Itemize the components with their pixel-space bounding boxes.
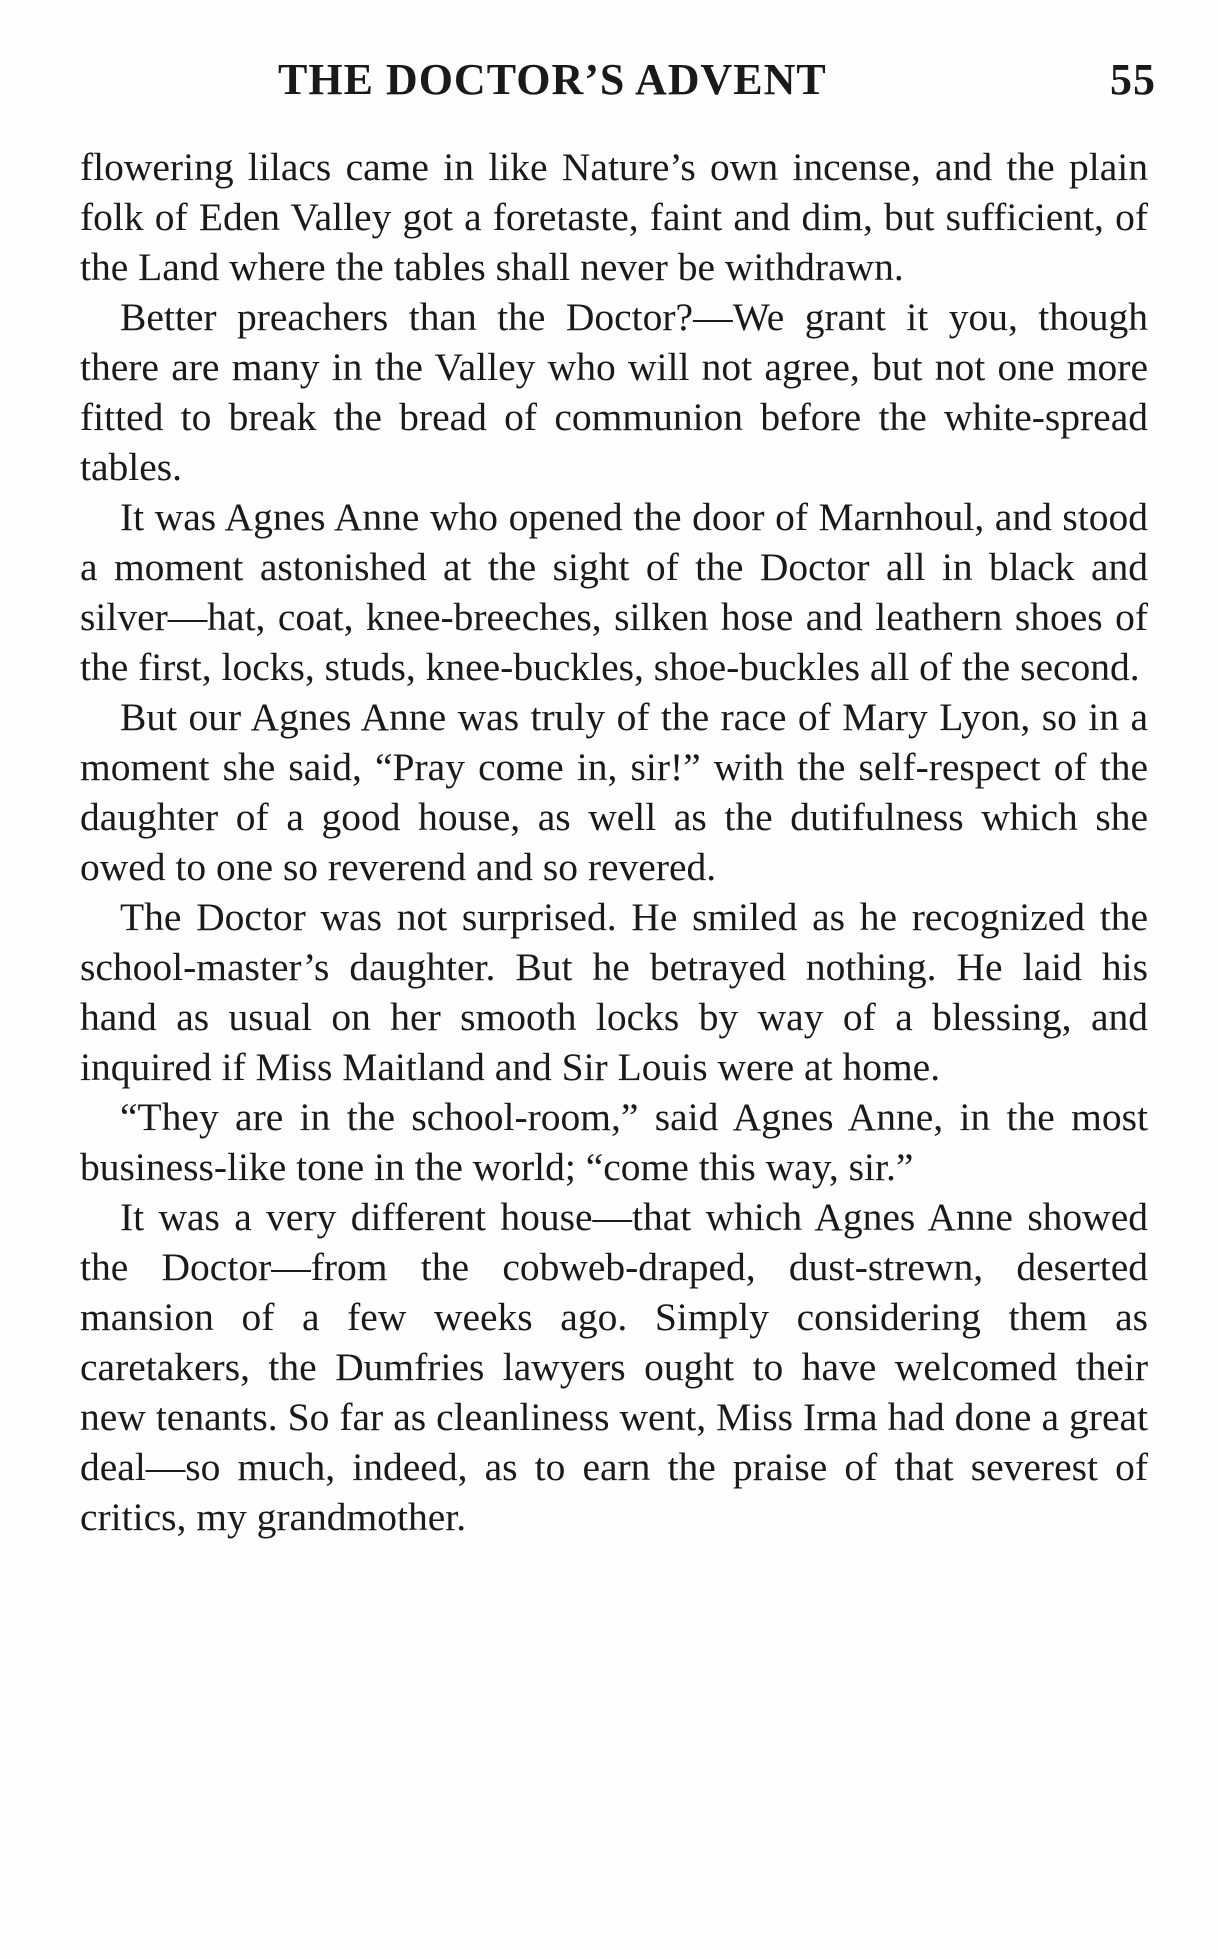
paragraph: Better preachers than the Doctor?—We grant it you, though there are many in the Valley who will not agree, but not one more fitted to break the bread of communion before the white-spread tables. xyxy=(80,295,1148,489)
body-text xyxy=(80,142,1148,1542)
running-head xyxy=(78,54,1156,114)
paragraph: It was a very different house—that which Agnes Anne showed the Doctor—from the cobweb-draped, dust-strewn, deserted mansion of a few weeks ago. Simply considering them as caretakers, the Dumfries lawyers ought to have welcomed their new tenants. So far as cleanliness went, Miss Irma had done a great deal—so much, indeed, as to earn the praise of that severest of critics, my grandmother. xyxy=(80,1195,1148,1539)
paragraph: It was Agnes Anne who opened the door of Marnhoul, and stood a moment astonished at the sight of the Doctor all in black and silver—hat, coat, knee-breeches, silken hose and leathern shoes of the first, locks, studs, knee-buckles, shoe-buckles all of the second. xyxy=(80,495,1148,689)
paragraph: “They are in the school-room,” said Agnes Anne, in the most business-like tone in the world; “come this way, sir.” xyxy=(80,1095,1148,1189)
page-number: 55 xyxy=(1110,55,1156,104)
running-title: THE DOCTOR’S ADVENT xyxy=(278,55,827,104)
paragraph: But our Agnes Anne was truly of the race of Mary Lyon, so in a moment she said, “Pray come in, sir!” with the self-respect of the daughter of a good house, as well as the dutifulness which she owed to one so reverend and so revered. xyxy=(80,695,1148,889)
paragraph-continued: flowering lilacs came in like Nature’s own incense, and the plain folk of Eden Valley got a foretaste, faint and dim, but sufficient, of the Land where the tables shall never be withdrawn. xyxy=(80,145,1148,289)
paragraph: The Doctor was not surprised. He smiled as he recognized the school-master’s daughter. But he betrayed nothing. He laid his hand as usual on her smooth locks by way of a blessing, and inquired if Miss Maitland and Sir Louis were at home. xyxy=(80,895,1148,1089)
